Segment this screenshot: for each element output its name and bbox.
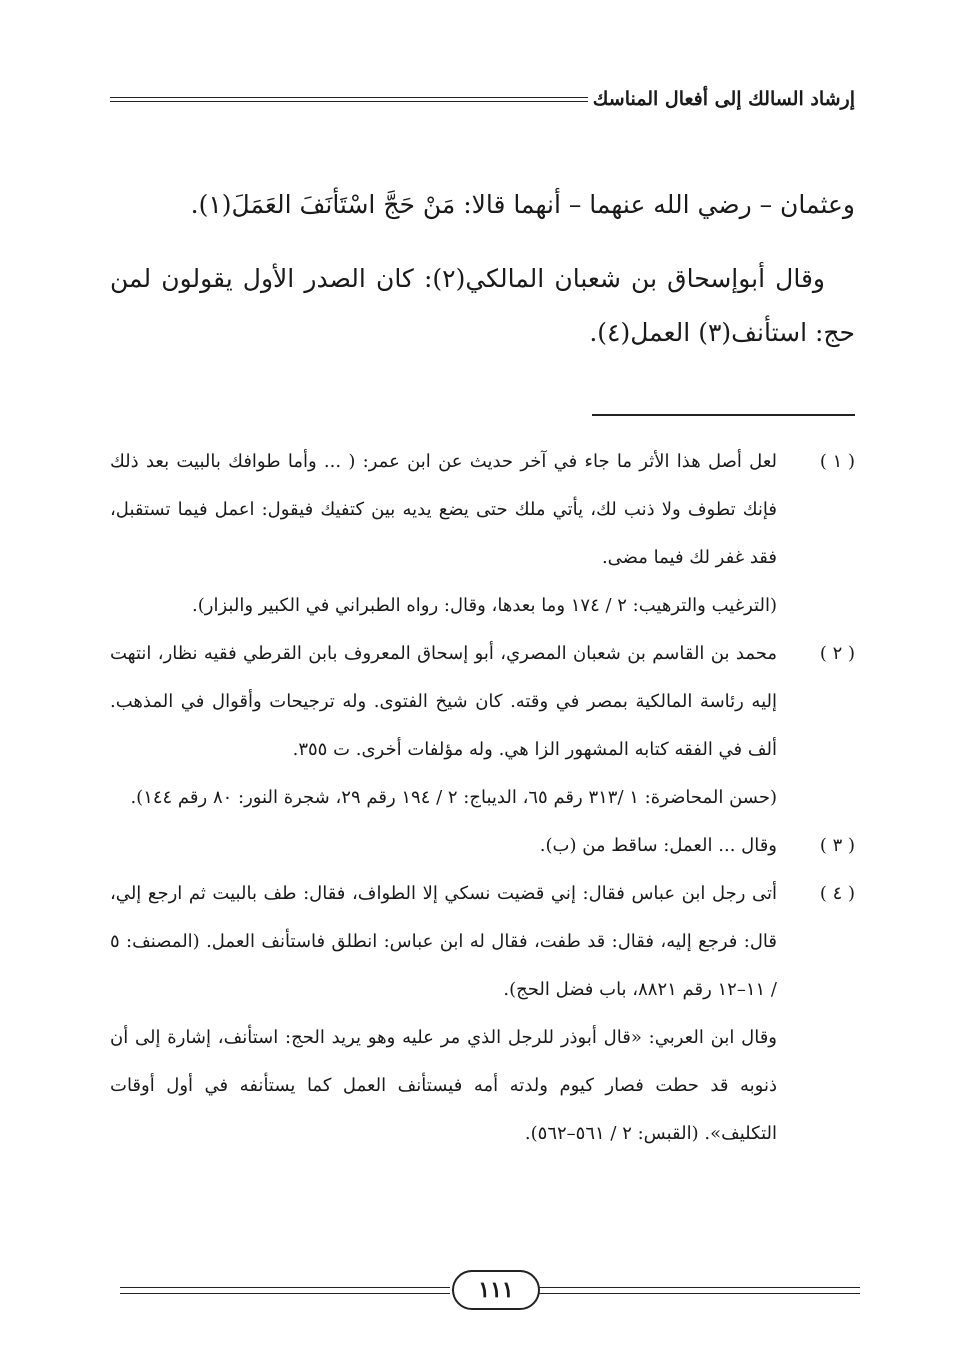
footnote-separator [592, 414, 855, 416]
header-title: إرشاد السالك إلى أفعال المناسك [592, 88, 855, 110]
footer-rule-left [120, 1287, 450, 1294]
footnote-number: ( ٣ ) [819, 835, 855, 856]
page-number: ١١١ [452, 1270, 540, 1310]
footnote-number: ( ١ ) [819, 451, 855, 472]
footer-rule-right [538, 1287, 860, 1294]
footnote-source: (حسن المحاضرة: ١ /٣١٣ رقم ٦٥، الديباج: ٢ / ١٩٤ رقم ٢٩، شجرة النور: ٨٠ رقم ١٤٤). [130, 787, 777, 808]
footnote-number: ( ٢ ) [819, 643, 855, 664]
footnote-2 [110, 630, 855, 822]
footnotes [110, 438, 855, 1158]
footnote-text: وقال ... العمل: ساقط من (ب). [539, 835, 777, 856]
main-text-1: وعثمان – رضي الله عنهما – أنهما قالا: مَنْ حَجَّ اسْتَأنَفَ العَمَلَ(١). [190, 190, 855, 219]
footnote-text: وقال ابن العربي: «قال أبوذر للرجل الذي مر عليه وهو يريد الحج: استأنف، إشارة إلى أن ذنوبه قد حطت فصار كيوم ولدته أمه فيستأنف العمل كما يستأنفه في أول أوقات التكليف». (القبس: ٢ / ٥٦١–٥٦٢). [110, 1027, 777, 1144]
footnote-text: لعل أصل هذا الأثر ما جاء في آخر حديث عن ابن عمر: ( ... وأما طوافك بالبيت بعد ذلك فإنك تطوف ولا ذنب لك، يأتي ملك حتى يضع يديه بين كتفيك فيقول: اعمل فيما تستقبل، فقد غفر لك فيما مضى. [110, 451, 777, 568]
footnote-number: ( ٤ ) [819, 883, 855, 904]
header-rule [110, 97, 588, 102]
main-text-2: وقال أبوإسحاق بن شعبان المالكي(٢): كان الصدر الأول يقولون لمن حج: استأنف(٣) العمل(٤). [110, 264, 855, 347]
footnote-text: محمد بن القاسم بن شعبان المصري، أبو إسحاق المعروف بابن القرطي فقيه نظار، انتهت إليه رئاسة المالكية بمصر في وقته. كان شيخ الفتوى. وله ترجيحات وأقوال في المذهب. ألف في الفقه كتابه المشهور الزا هي. وله مؤلفات أخرى. ت ٣٥٥. [110, 643, 777, 760]
main-paragraph-2 [110, 252, 855, 360]
page-footer [120, 1268, 860, 1318]
main-paragraph-1 [110, 178, 855, 232]
footnote-source: (الترغيب والترهيب: ٢ / ١٧٤ وما بعدها، وقال: رواه الطبراني في الكبير والبزار). [192, 595, 777, 616]
footnote-1 [110, 438, 855, 630]
footnote-text: أتى رجل ابن عباس فقال: إني قضيت نسكي إلا الطواف، فقال: طف بالبيت ثم ارجع إلي، قال: فرجع إليه، فقال: قد طفت، فقال له ابن عباس: انطلق فاستأنف العمل. (المصنف: ٥ / ١١–١٢ رقم ٨٨٢١، باب فضل الحج). [110, 883, 777, 1000]
running-header [110, 88, 855, 118]
footnote-4 [110, 870, 855, 1158]
footnote-3 [110, 822, 855, 870]
